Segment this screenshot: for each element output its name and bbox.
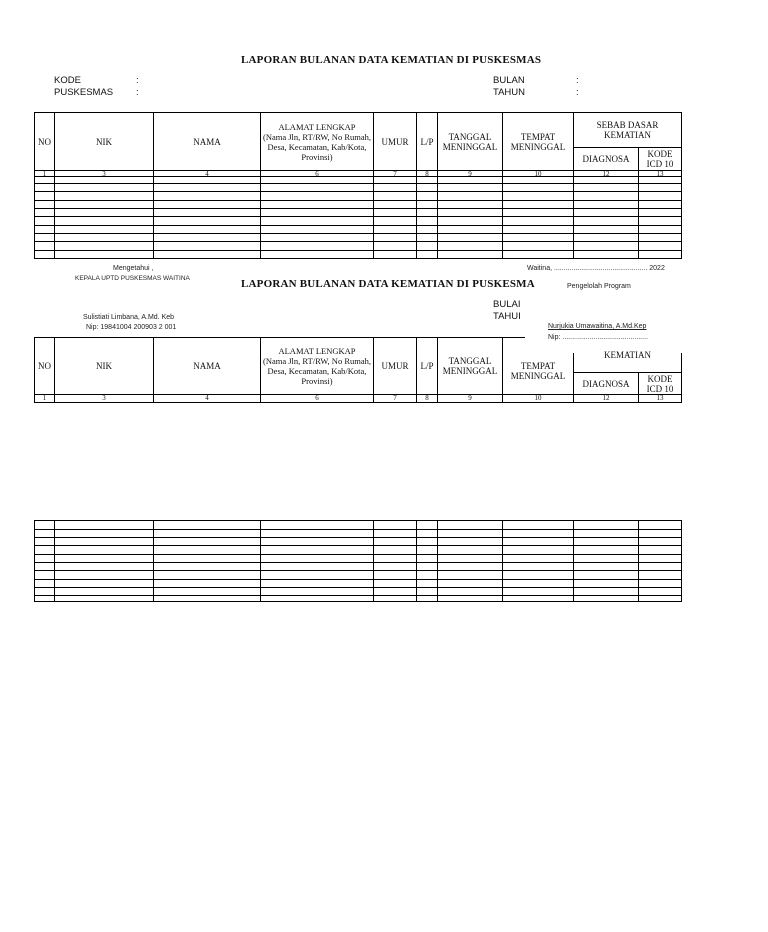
col-nik: NIK (96, 361, 112, 371)
col-number: 3 (102, 170, 106, 178)
col-alamat: ALAMAT LENGKAP (Nama Jln, RT/RW, No Rumah, Desa, Kecamatan, Kab/Kota, Provinsi) (262, 346, 372, 386)
col-number: 12 (602, 170, 610, 178)
col-number: 4 (205, 170, 209, 178)
pengelola-title: Pengelolah Program (567, 283, 631, 290)
signer-left-nip: Nip: 19841004 200903 2 001 (86, 324, 177, 331)
col-umur: UMUR (381, 361, 409, 371)
report-title: LAPORAN BULANAN DATA KEMATIAN DI PUSKESMAS (241, 54, 542, 66)
place-date: Waitina, ................................................ 2022 (527, 265, 665, 272)
bulan-colon: : (576, 75, 579, 86)
signer-left-name: Sulistiati Limbana, A.Md. Keb (83, 314, 175, 321)
signer-right-name: Nurjukia Umawaitina, A.Md.Kep (548, 323, 647, 330)
col-number: 9 (468, 170, 472, 178)
bulan-label-repeat: BULAI (493, 299, 521, 310)
col-diagnosa: DIAGNOSA (582, 154, 630, 164)
col-number: 4 (205, 394, 209, 402)
col-tempat: TEMPAT MENINGGAL (503, 348, 573, 394)
col-umur: UMUR (381, 136, 409, 147)
col-tanggal: TANGGAL MENINGGAL (442, 131, 498, 152)
kepala-title: KEPALA UPTD PUSKESMAS WAITINA (75, 275, 190, 282)
signer-right-nip: Nip: ............................................ (548, 334, 648, 341)
col-lp: L/P (420, 361, 434, 371)
tahun-label-repeat: TAHUI (493, 311, 521, 322)
col-number: 1 (42, 170, 47, 178)
col-sebab: SEBAB DASAR KEMATIAN (596, 120, 659, 140)
col-number: 8 (425, 170, 429, 178)
col-lp: L/P (420, 136, 434, 147)
col-number: 10 (534, 170, 542, 178)
col-nama: NAMA (193, 136, 221, 147)
kode-colon: : (136, 75, 139, 86)
col-number: 13 (656, 170, 664, 178)
col-sebab: KEMATIAN (604, 350, 651, 360)
col-no: NO (38, 361, 51, 371)
tahun-colon: : (576, 87, 579, 98)
col-number: 6 (315, 170, 319, 178)
col-number: 6 (315, 394, 319, 402)
puskesmas-label: PUSKESMAS (54, 87, 114, 98)
col-number: 3 (102, 394, 106, 402)
report-title-repeat: LAPORAN BULANAN DATA KEMATIAN DI PUSKESMA (241, 278, 535, 290)
kode-label: KODE (54, 75, 81, 86)
col-kode-icd: KODE ICD 10 (646, 373, 674, 394)
bulan-label: BULAN (493, 75, 525, 86)
col-diagnosa: DIAGNOSA (582, 378, 630, 389)
col-nama: NAMA (193, 361, 221, 371)
col-number: 10 (534, 394, 542, 402)
col-number: 9 (468, 394, 472, 402)
puskesmas-colon: : (136, 87, 139, 98)
col-tanggal: TANGGAL MENINGGAL (442, 356, 498, 376)
col-number: 8 (425, 394, 429, 402)
col-number: 1 (42, 394, 47, 402)
col-number: 13 (656, 394, 664, 402)
col-number: 7 (393, 170, 397, 178)
mengetahui-text: Mengetahui , (113, 265, 154, 272)
col-no: NO (38, 136, 51, 147)
col-kode-icd: KODE ICD 10 (646, 149, 674, 169)
col-number: 12 (602, 394, 610, 402)
col-nik: NIK (96, 136, 112, 147)
col-number: 7 (393, 394, 397, 402)
col-tempat: TEMPAT MENINGGAL (510, 131, 566, 152)
tahun-label: TAHUN (493, 87, 526, 98)
col-alamat: ALAMAT LENGKAP (Nama Jln, RT/RW, No Rumah, Desa, Kecamatan, Kab/Kota, Provinsi) (262, 121, 372, 162)
